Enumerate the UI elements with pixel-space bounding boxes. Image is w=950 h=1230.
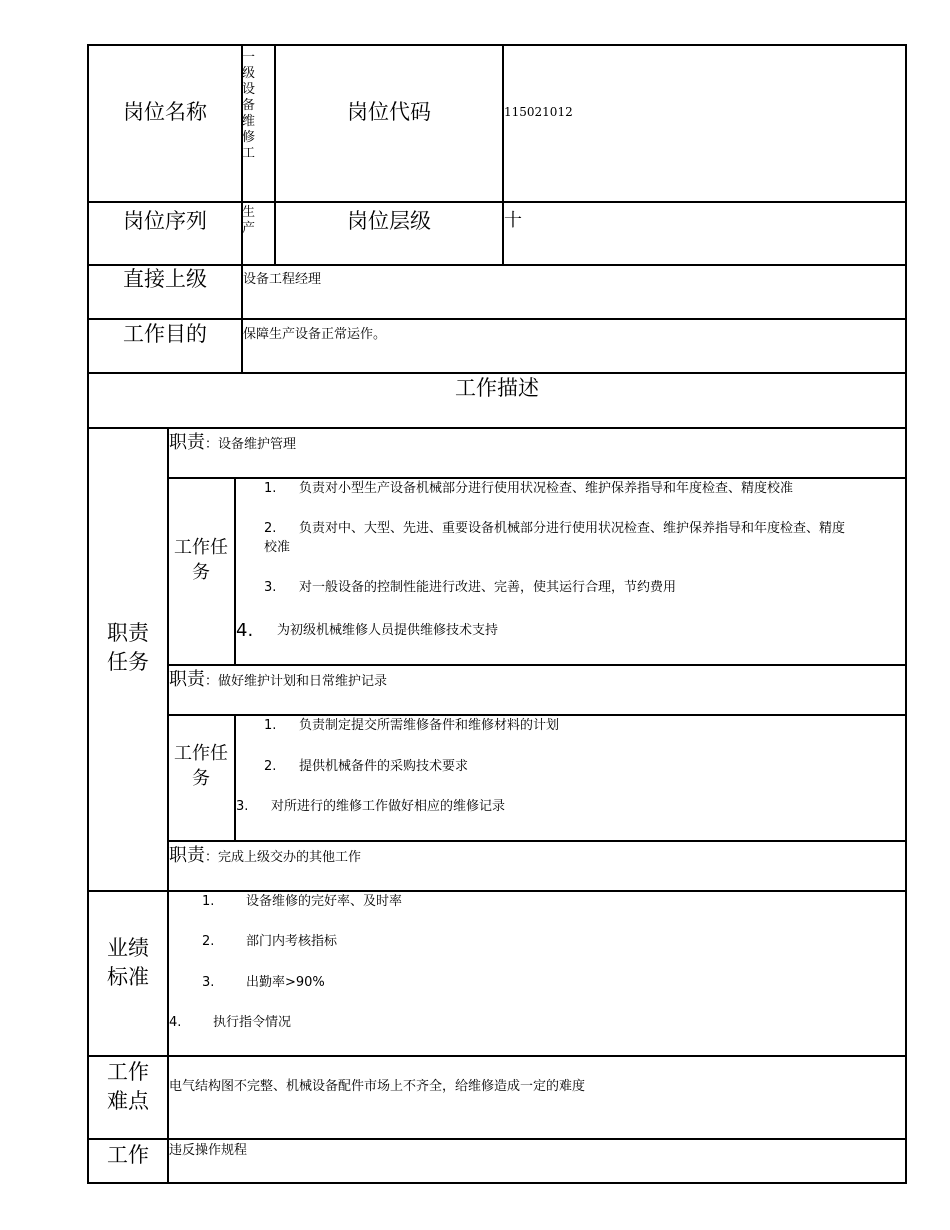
performance-label-line1: 业绩 bbox=[107, 936, 149, 960]
table-border bbox=[88, 1055, 907, 1057]
performance-number: 2. bbox=[202, 934, 215, 949]
duty-title bbox=[169, 669, 387, 691]
description-title: 工作描述 bbox=[455, 376, 539, 400]
task-text: 负责对中、大型、先进、重要设备机械部分进行使用状况检查、维护保养指导和年度检查、精度 bbox=[299, 521, 846, 536]
task-label-line1: 工作任 bbox=[174, 537, 228, 558]
post-series-label: 岗位序列 bbox=[123, 209, 207, 233]
difficulty-label-line2: 难点 bbox=[107, 1089, 149, 1113]
performance-number: 3. bbox=[202, 975, 215, 990]
table-border bbox=[88, 1182, 907, 1184]
duty-prefix: 职责 bbox=[169, 432, 205, 453]
task-text: 负责对小型生产设备机械部分进行使用状况检查、维护保养指导和年度检查、精度校准 bbox=[299, 481, 794, 496]
duties-section-label-line2: 任务 bbox=[107, 650, 149, 674]
task-label-line2: 务 bbox=[192, 768, 210, 789]
performance-text: 执行指令情况 bbox=[213, 1015, 292, 1030]
table-border bbox=[88, 1138, 907, 1140]
table-border bbox=[88, 201, 907, 203]
duty-prefix: 职责 bbox=[169, 845, 205, 866]
duty-title-text: ：设备维护管理 bbox=[205, 437, 297, 452]
table-border bbox=[905, 44, 907, 1184]
purpose-label: 工作目的 bbox=[123, 322, 207, 346]
table-border bbox=[502, 44, 504, 265]
task-number: 4. bbox=[236, 620, 254, 641]
task-number: 1. bbox=[264, 718, 277, 733]
post-name-label: 岗位名称 bbox=[123, 100, 207, 124]
taboo-label-line1: 工作 bbox=[107, 1143, 149, 1167]
task-text: 提供机械备件的采购技术要求 bbox=[299, 759, 469, 774]
duty-title bbox=[169, 845, 361, 867]
task-text-continuation: 校准 bbox=[264, 540, 291, 555]
difficulty-label-line1: 工作 bbox=[107, 1060, 149, 1084]
task-text: 负责制定提交所需维修备件和维修材料的计划 bbox=[299, 718, 560, 733]
table-border bbox=[88, 890, 907, 892]
performance-number: 4. bbox=[169, 1015, 182, 1030]
superior-value: 设备工程经理 bbox=[243, 272, 322, 287]
task-number: 2. bbox=[264, 521, 277, 536]
superior-label: 直接上级 bbox=[123, 267, 207, 291]
post-code-value: 115021012 bbox=[504, 105, 573, 119]
table-border bbox=[88, 372, 907, 374]
post-name-value: 一级设备维修工 bbox=[242, 50, 256, 161]
performance-text: 设备维修的完好率、及时率 bbox=[246, 894, 403, 909]
post-code-label: 岗位代码 bbox=[347, 100, 431, 124]
performance-label-line2: 标准 bbox=[107, 965, 149, 989]
task-text: 为初级机械维修人员提供维修技术支持 bbox=[277, 623, 499, 638]
table-border bbox=[88, 264, 907, 266]
table-border bbox=[168, 664, 907, 666]
task-number: 1. bbox=[264, 481, 277, 496]
duty-title bbox=[169, 432, 296, 454]
purpose-value: 保障生产设备正常运作。 bbox=[243, 327, 387, 342]
duties-section-label-line1: 职责 bbox=[107, 621, 149, 645]
duty-title-text: ：做好维护计划和日常维护记录 bbox=[205, 674, 388, 689]
table-border bbox=[168, 840, 907, 842]
table-border bbox=[88, 44, 907, 46]
task-text: 对所进行的维修工作做好相应的维修记录 bbox=[271, 799, 506, 814]
performance-text: 出勤率>90% bbox=[246, 975, 325, 990]
task-number: 3. bbox=[236, 799, 249, 814]
table-border bbox=[168, 714, 907, 716]
difficulty-text: 电气结构图不完整、机械设备配件市场上不齐全，给维修造成一定的难度 bbox=[169, 1079, 586, 1094]
post-level-label: 岗位层级 bbox=[347, 209, 431, 233]
task-label-line2: 务 bbox=[192, 562, 210, 583]
performance-number: 1. bbox=[202, 894, 215, 909]
performance-text: 部门内考核指标 bbox=[246, 934, 338, 949]
table-border bbox=[88, 427, 907, 429]
table-border bbox=[168, 477, 907, 479]
post-series-value: 生产 bbox=[242, 205, 256, 236]
task-number: 3. bbox=[264, 580, 277, 595]
post-level-value: 十 bbox=[504, 210, 522, 231]
taboo-text: 违反操作规程 bbox=[169, 1143, 248, 1158]
duty-prefix: 职责 bbox=[169, 669, 205, 690]
duty-title-text: ：完成上级交办的其他工作 bbox=[205, 850, 362, 865]
task-number: 2. bbox=[264, 759, 277, 774]
task-label-line1: 工作任 bbox=[174, 743, 228, 764]
task-text: 对一般设备的控制性能进行改进、完善，使其运行合理，节约费用 bbox=[299, 580, 677, 595]
table-border bbox=[88, 318, 907, 320]
table-border bbox=[234, 714, 236, 841]
